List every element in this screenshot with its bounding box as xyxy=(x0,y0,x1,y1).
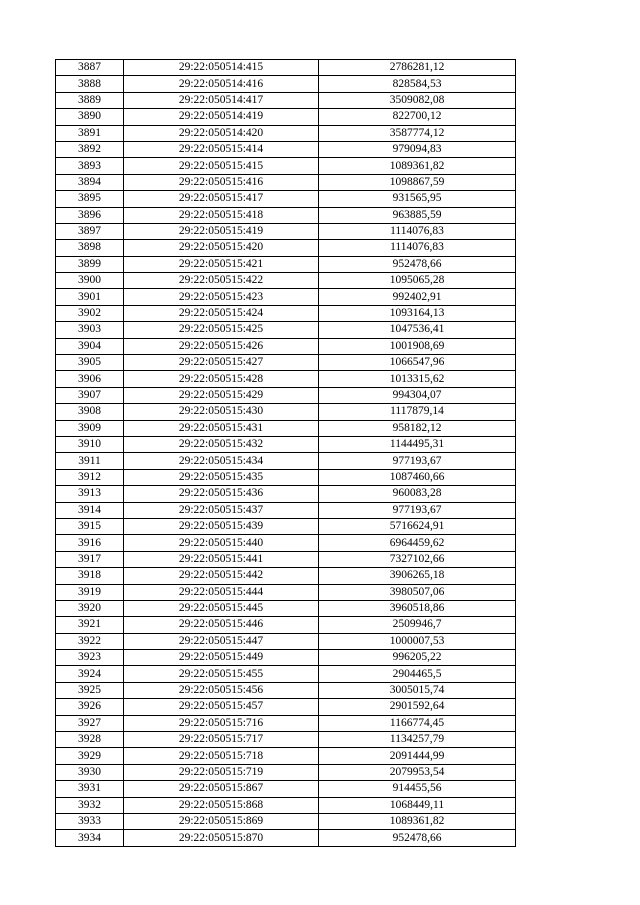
cadastral-value-cell: 1144495,31 xyxy=(319,436,516,452)
table-row xyxy=(56,240,516,256)
row-number-cell: 3890 xyxy=(56,109,124,125)
row-number-cell: 3892 xyxy=(56,141,124,157)
cadastral-value-cell: 2901592,64 xyxy=(319,699,516,715)
cadastral-number-cell: 29:22:050515:716 xyxy=(124,715,319,731)
cadastral-number-cell: 29:22:050514:417 xyxy=(124,92,319,108)
table-row xyxy=(56,60,516,76)
row-number-cell: 3897 xyxy=(56,223,124,239)
row-number-cell: 3932 xyxy=(56,797,124,813)
cadastral-number-cell: 29:22:050515:867 xyxy=(124,781,319,797)
row-number-cell: 3899 xyxy=(56,256,124,272)
cadastral-value-cell: 958182,12 xyxy=(319,420,516,436)
table-row xyxy=(56,568,516,584)
table-row xyxy=(56,223,516,239)
row-number-cell: 3919 xyxy=(56,584,124,600)
row-number-cell: 3930 xyxy=(56,764,124,780)
cadastral-value-cell: 1166774,45 xyxy=(319,715,516,731)
cadastral-value-cell: 1098867,59 xyxy=(319,174,516,190)
cadastral-value-cell: 977193,67 xyxy=(319,453,516,469)
table-row xyxy=(56,797,516,813)
row-number-cell: 3898 xyxy=(56,240,124,256)
cadastral-number-cell: 29:22:050515:422 xyxy=(124,273,319,289)
table-row xyxy=(56,469,516,485)
cadastral-number-cell: 29:22:050515:415 xyxy=(124,158,319,174)
cadastral-value-cell: 960083,28 xyxy=(319,486,516,502)
cadastral-number-cell: 29:22:050515:416 xyxy=(124,174,319,190)
cadastral-value-cell: 1114076,83 xyxy=(319,223,516,239)
table-row xyxy=(56,682,516,698)
row-number-cell: 3902 xyxy=(56,305,124,321)
cadastral-number-cell: 29:22:050515:718 xyxy=(124,748,319,764)
cadastral-number-cell: 29:22:050515:428 xyxy=(124,371,319,387)
cadastral-number-cell: 29:22:050515:868 xyxy=(124,797,319,813)
cadastral-number-cell: 29:22:050515:426 xyxy=(124,338,319,354)
row-number-cell: 3913 xyxy=(56,486,124,502)
row-number-cell: 3928 xyxy=(56,732,124,748)
table-row xyxy=(56,273,516,289)
row-number-cell: 3894 xyxy=(56,174,124,190)
table-row xyxy=(56,650,516,666)
table-row xyxy=(56,715,516,731)
table-row xyxy=(56,666,516,682)
cadastral-value-cell: 1066547,96 xyxy=(319,355,516,371)
cadastral-value-cell: 1134257,79 xyxy=(319,732,516,748)
row-number-cell: 3888 xyxy=(56,76,124,92)
cadastral-value-cell: 3906265,18 xyxy=(319,568,516,584)
cadastral-number-cell: 29:22:050515:436 xyxy=(124,486,319,502)
cadastral-value-cell: 3509082,08 xyxy=(319,92,516,108)
table-row xyxy=(56,141,516,157)
cadastral-number-cell: 29:22:050515:437 xyxy=(124,502,319,518)
cadastral-value-cell: 977193,67 xyxy=(319,502,516,518)
row-number-cell: 3889 xyxy=(56,92,124,108)
row-number-cell: 3901 xyxy=(56,289,124,305)
cadastral-number-cell: 29:22:050515:435 xyxy=(124,469,319,485)
cadastral-value-cell: 914455,56 xyxy=(319,781,516,797)
row-number-cell: 3929 xyxy=(56,748,124,764)
cadastral-value-cell: 963885,59 xyxy=(319,207,516,223)
table-row xyxy=(56,633,516,649)
cadastral-value-cell: 931565,95 xyxy=(319,191,516,207)
cadastral-number-cell: 29:22:050515:441 xyxy=(124,551,319,567)
row-number-cell: 3911 xyxy=(56,453,124,469)
cadastral-value-cell: 1000007,53 xyxy=(319,633,516,649)
table-row xyxy=(56,600,516,616)
cadastral-number-cell: 29:22:050515:430 xyxy=(124,404,319,420)
cadastral-value-cell: 1089361,82 xyxy=(319,158,516,174)
cadastral-value-cell: 996205,22 xyxy=(319,650,516,666)
cadastral-number-cell: 29:22:050514:420 xyxy=(124,125,319,141)
row-number-cell: 3910 xyxy=(56,436,124,452)
row-number-cell: 3926 xyxy=(56,699,124,715)
table-row xyxy=(56,518,516,534)
table-row xyxy=(56,289,516,305)
table-row xyxy=(56,420,516,436)
cadastral-number-cell: 29:22:050515:869 xyxy=(124,813,319,829)
row-number-cell: 3904 xyxy=(56,338,124,354)
cadastral-value-cell: 3960518,86 xyxy=(319,600,516,616)
cadastral-value-cell: 952478,66 xyxy=(319,256,516,272)
row-number-cell: 3934 xyxy=(56,830,124,846)
cadastral-number-cell: 29:22:050515:418 xyxy=(124,207,319,223)
table-row xyxy=(56,699,516,715)
row-number-cell: 3906 xyxy=(56,371,124,387)
cadastral-number-cell: 29:22:050515:419 xyxy=(124,223,319,239)
cadastral-value-cell: 1047536,41 xyxy=(319,322,516,338)
cadastral-number-cell: 29:22:050514:415 xyxy=(124,60,319,76)
cadastral-value-cell: 828584,53 xyxy=(319,76,516,92)
cadastral-value-cell: 1095065,28 xyxy=(319,273,516,289)
row-number-cell: 3900 xyxy=(56,273,124,289)
table-row xyxy=(56,830,516,846)
cadastral-value-cell: 1117879,14 xyxy=(319,404,516,420)
cadastral-number-cell: 29:22:050515:425 xyxy=(124,322,319,338)
cadastral-number-cell: 29:22:050515:446 xyxy=(124,617,319,633)
table-row xyxy=(56,436,516,452)
cadastral-number-cell: 29:22:050515:439 xyxy=(124,518,319,534)
table-row xyxy=(56,453,516,469)
table-row xyxy=(56,322,516,338)
table-row xyxy=(56,256,516,272)
row-number-cell: 3921 xyxy=(56,617,124,633)
row-number-cell: 3909 xyxy=(56,420,124,436)
table-row xyxy=(56,109,516,125)
row-number-cell: 3905 xyxy=(56,355,124,371)
row-number-cell: 3915 xyxy=(56,518,124,534)
table-row xyxy=(56,732,516,748)
row-number-cell: 3895 xyxy=(56,191,124,207)
table-body xyxy=(56,60,516,847)
cadastral-number-cell: 29:22:050515:719 xyxy=(124,764,319,780)
row-number-cell: 3922 xyxy=(56,633,124,649)
row-number-cell: 3931 xyxy=(56,781,124,797)
cadastral-number-cell: 29:22:050515:456 xyxy=(124,682,319,698)
cadastral-value-cell: 1068449,11 xyxy=(319,797,516,813)
cadastral-number-cell: 29:22:050515:445 xyxy=(124,600,319,616)
row-number-cell: 3923 xyxy=(56,650,124,666)
cadastral-number-cell: 29:22:050514:419 xyxy=(124,109,319,125)
cadastral-value-cell: 2091444,99 xyxy=(319,748,516,764)
table-row xyxy=(56,371,516,387)
cadastral-number-cell: 29:22:050515:457 xyxy=(124,699,319,715)
row-number-cell: 3896 xyxy=(56,207,124,223)
cadastral-value-cell: 992402,91 xyxy=(319,289,516,305)
table-row xyxy=(56,191,516,207)
row-number-cell: 3920 xyxy=(56,600,124,616)
table-row xyxy=(56,486,516,502)
table-row xyxy=(56,617,516,633)
row-number-cell: 3927 xyxy=(56,715,124,731)
cadastral-number-cell: 29:22:050515:440 xyxy=(124,535,319,551)
row-number-cell: 3893 xyxy=(56,158,124,174)
cadastral-number-cell: 29:22:050515:442 xyxy=(124,568,319,584)
cadastral-value-table xyxy=(55,59,516,847)
table-row xyxy=(56,813,516,829)
cadastral-value-cell: 1093164,13 xyxy=(319,305,516,321)
cadastral-value-cell: 3005015,74 xyxy=(319,682,516,698)
row-number-cell: 3916 xyxy=(56,535,124,551)
cadastral-value-cell: 3980507,06 xyxy=(319,584,516,600)
row-number-cell: 3891 xyxy=(56,125,124,141)
row-number-cell: 3917 xyxy=(56,551,124,567)
cadastral-value-cell: 979094,83 xyxy=(319,141,516,157)
cadastral-number-cell: 29:22:050514:416 xyxy=(124,76,319,92)
cadastral-number-cell: 29:22:050515:444 xyxy=(124,584,319,600)
cadastral-value-cell: 1013315,62 xyxy=(319,371,516,387)
cadastral-number-cell: 29:22:050515:455 xyxy=(124,666,319,682)
table-row xyxy=(56,125,516,141)
cadastral-value-cell: 1087460,66 xyxy=(319,469,516,485)
cadastral-value-cell: 6964459,62 xyxy=(319,535,516,551)
table-row xyxy=(56,305,516,321)
row-number-cell: 3912 xyxy=(56,469,124,485)
cadastral-value-cell: 5716624,91 xyxy=(319,518,516,534)
cadastral-number-cell: 29:22:050515:421 xyxy=(124,256,319,272)
table-row xyxy=(56,338,516,354)
table-row xyxy=(56,76,516,92)
cadastral-value-cell: 3587774,12 xyxy=(319,125,516,141)
cadastral-value-cell: 7327102,66 xyxy=(319,551,516,567)
table-row xyxy=(56,92,516,108)
cadastral-value-cell: 1089361,82 xyxy=(319,813,516,829)
table-row xyxy=(56,174,516,190)
cadastral-value-cell: 1001908,69 xyxy=(319,338,516,354)
table-row xyxy=(56,535,516,551)
cadastral-value-cell: 994304,07 xyxy=(319,387,516,403)
cadastral-number-cell: 29:22:050515:420 xyxy=(124,240,319,256)
table-row xyxy=(56,764,516,780)
row-number-cell: 3908 xyxy=(56,404,124,420)
table-row xyxy=(56,748,516,764)
row-number-cell: 3925 xyxy=(56,682,124,698)
cadastral-number-cell: 29:22:050515:432 xyxy=(124,436,319,452)
row-number-cell: 3907 xyxy=(56,387,124,403)
cadastral-number-cell: 29:22:050515:424 xyxy=(124,305,319,321)
cadastral-number-cell: 29:22:050515:429 xyxy=(124,387,319,403)
cadastral-number-cell: 29:22:050515:434 xyxy=(124,453,319,469)
cadastral-value-cell: 822700,12 xyxy=(319,109,516,125)
table-row xyxy=(56,551,516,567)
row-number-cell: 3914 xyxy=(56,502,124,518)
row-number-cell: 3887 xyxy=(56,60,124,76)
row-number-cell: 3918 xyxy=(56,568,124,584)
cadastral-number-cell: 29:22:050515:427 xyxy=(124,355,319,371)
table-row xyxy=(56,404,516,420)
cadastral-value-cell: 2786281,12 xyxy=(319,60,516,76)
cadastral-value-cell: 2509946,7 xyxy=(319,617,516,633)
table-row xyxy=(56,207,516,223)
table-row xyxy=(56,584,516,600)
table-row xyxy=(56,781,516,797)
cadastral-number-cell: 29:22:050515:417 xyxy=(124,191,319,207)
table-row xyxy=(56,158,516,174)
table-row xyxy=(56,502,516,518)
table-row xyxy=(56,387,516,403)
row-number-cell: 3933 xyxy=(56,813,124,829)
cadastral-number-cell: 29:22:050515:870 xyxy=(124,830,319,846)
cadastral-number-cell: 29:22:050515:447 xyxy=(124,633,319,649)
cadastral-number-cell: 29:22:050515:449 xyxy=(124,650,319,666)
table-row xyxy=(56,355,516,371)
row-number-cell: 3924 xyxy=(56,666,124,682)
cadastral-number-cell: 29:22:050515:717 xyxy=(124,732,319,748)
cadastral-number-cell: 29:22:050515:431 xyxy=(124,420,319,436)
cadastral-value-cell: 1114076,83 xyxy=(319,240,516,256)
cadastral-number-cell: 29:22:050515:414 xyxy=(124,141,319,157)
cadastral-value-cell: 2079953,54 xyxy=(319,764,516,780)
cadastral-value-cell: 2904465,5 xyxy=(319,666,516,682)
cadastral-number-cell: 29:22:050515:423 xyxy=(124,289,319,305)
row-number-cell: 3903 xyxy=(56,322,124,338)
cadastral-value-cell: 952478,66 xyxy=(319,830,516,846)
